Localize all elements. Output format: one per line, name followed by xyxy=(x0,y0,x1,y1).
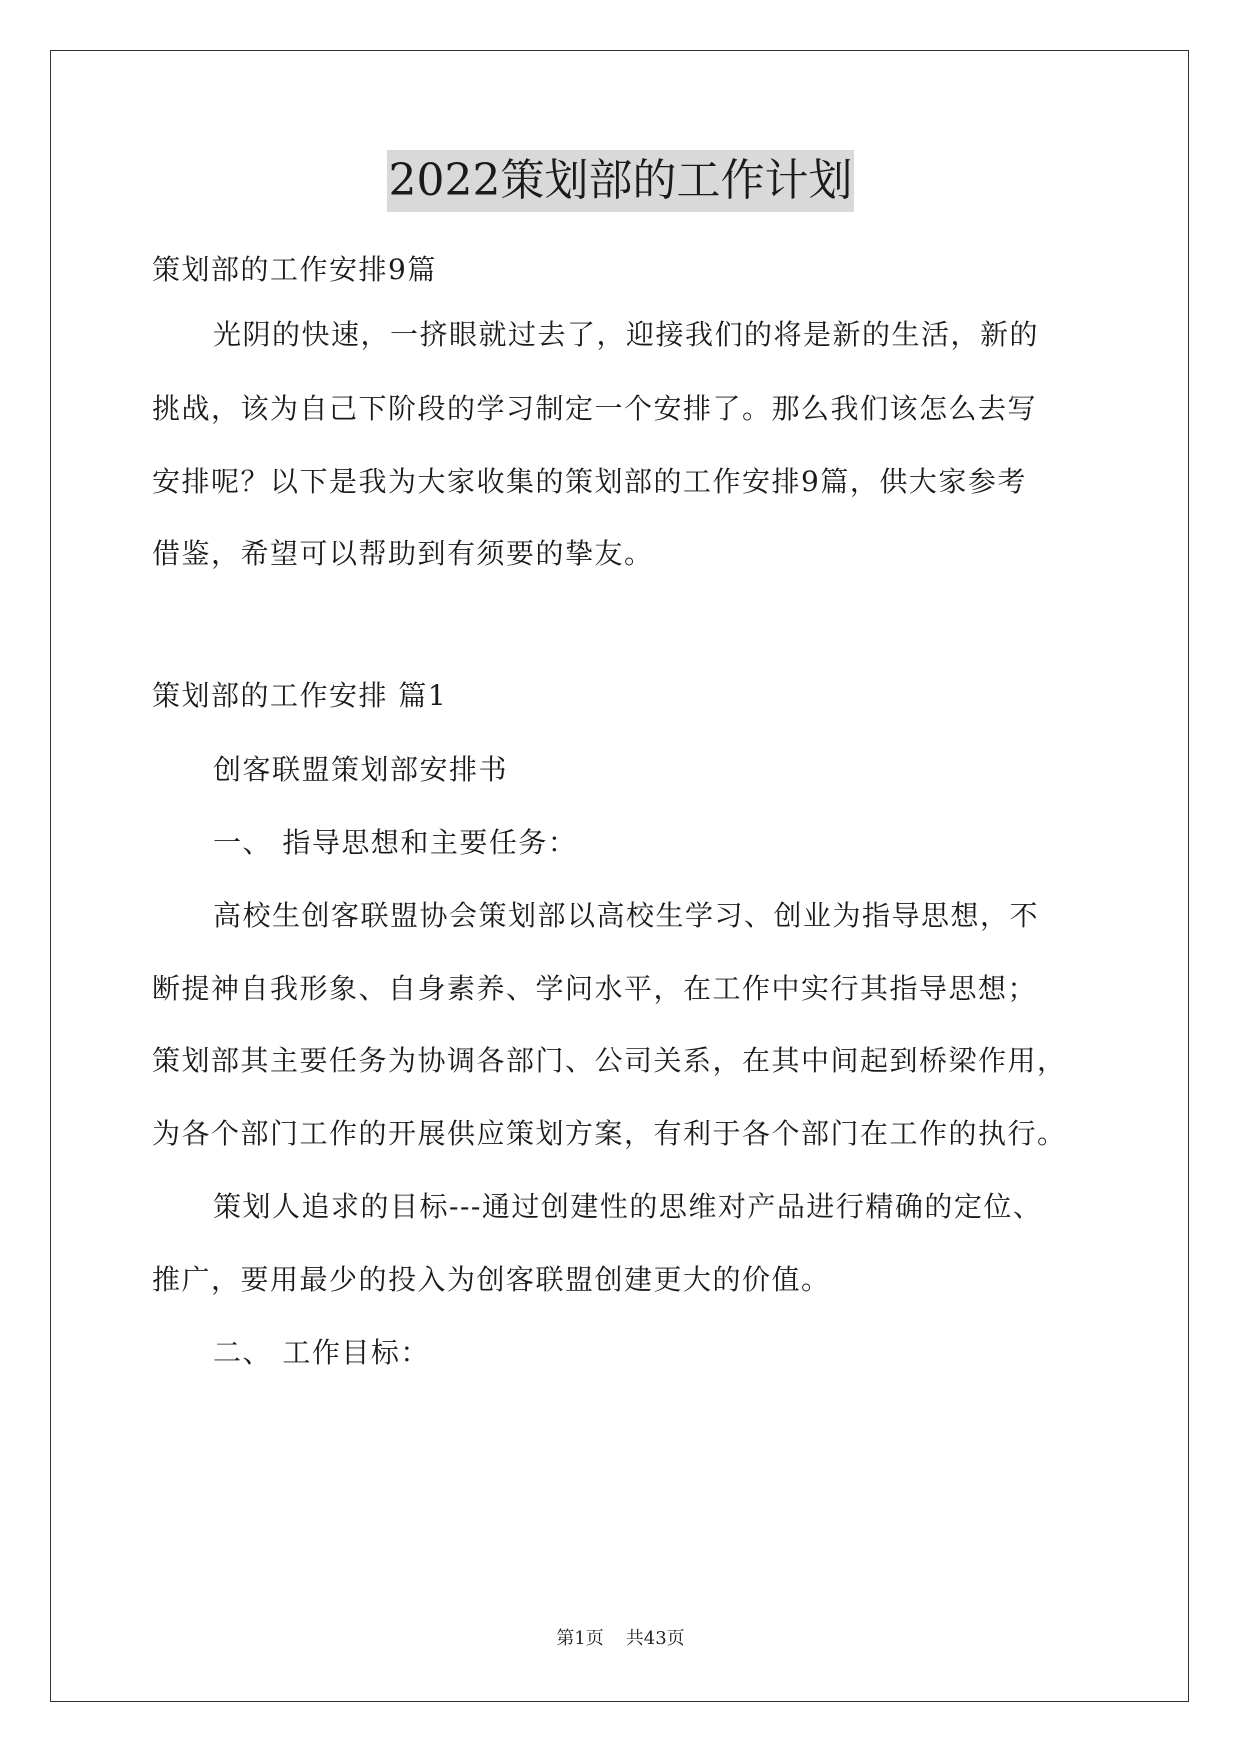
para1-line: 为各个部门工作的开展供应策划方案，有利于各个部门在工作的执行。 xyxy=(152,1117,1067,1150)
para1-line: 策划部其主要任务为协调各部门、公司关系，在其中间起到桥梁作用， xyxy=(152,1044,1067,1077)
intro-line: 光阴的快速，一挤眼就过去了，迎接我们的将是新的生活，新的 xyxy=(213,318,1040,351)
section-heading: 策划部的工作安排 篇1 xyxy=(152,679,448,712)
page-border xyxy=(50,50,1189,1702)
page-number: 第1页 xyxy=(556,1628,604,1649)
item1-heading: 一、 指导思想和主要任务： xyxy=(213,826,578,859)
intro-line: 借鉴，希望可以帮助到有须要的挚友。 xyxy=(152,537,654,570)
page-total: 共43页 xyxy=(625,1628,685,1649)
item2-heading: 二、 工作目标： xyxy=(213,1336,430,1369)
document-title: 2022策划部的工作计划 xyxy=(387,150,855,212)
intro-line: 挑战，该为自己下阶段的学习制定一个安排了。那么我们该怎么去写 xyxy=(152,392,1038,425)
para1-line: 高校生创客联盟协会策划部以高校生学习、创业为指导思想，不 xyxy=(213,899,1040,932)
document-subtitle: 策划部的工作安排9篇 xyxy=(152,253,437,286)
para2-line: 推广，要用最少的投入为创客联盟创建更大的价值。 xyxy=(152,1263,831,1296)
para1-line: 断提神自我形象、自身素养、学问水平，在工作中实行其指导思想； xyxy=(152,972,1038,1005)
para2-line: 策划人追求的目标---通过创建性的思维对产品进行精确的定位、 xyxy=(213,1190,1043,1223)
page-footer xyxy=(0,1627,1241,1651)
title-container xyxy=(0,150,1241,212)
section-doc-title: 创客联盟策划部安排书 xyxy=(213,753,509,786)
intro-line: 安排呢？以下是我为大家收集的策划部的工作安排9篇，供大家参考 xyxy=(152,465,1027,498)
